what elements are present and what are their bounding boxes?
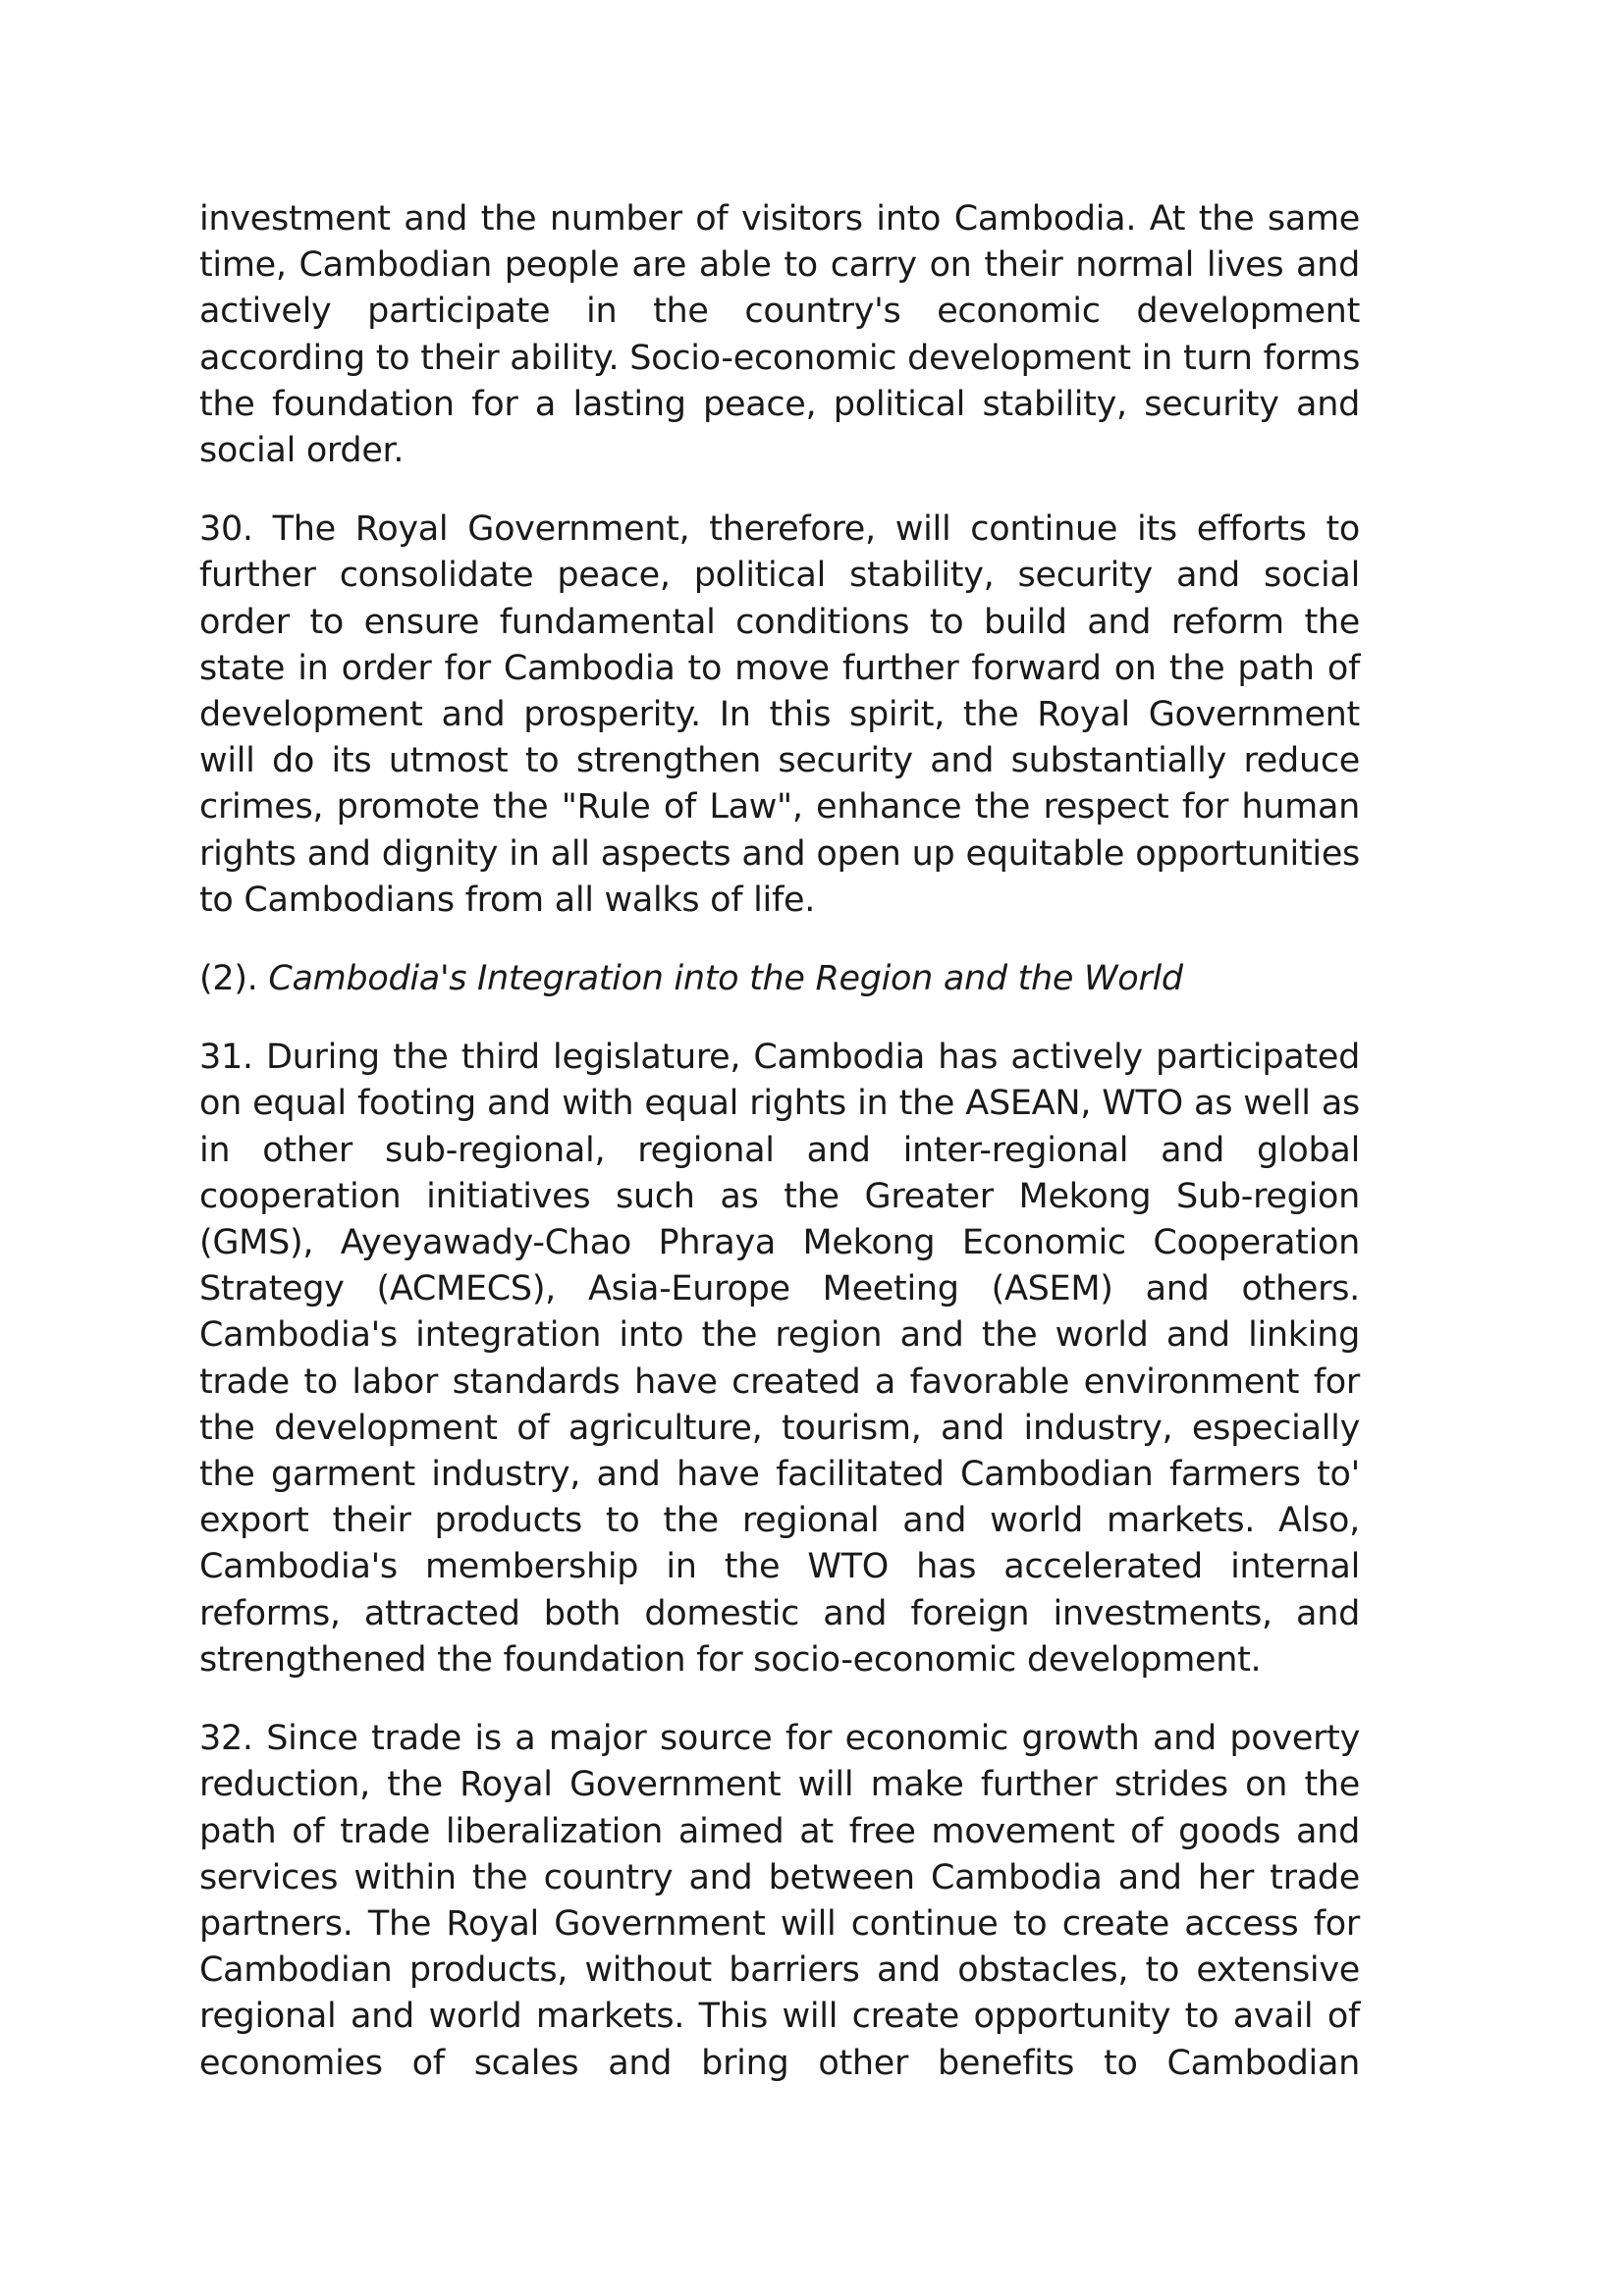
page-content: [199, 196, 1360, 2119]
section-heading: [199, 956, 1360, 1002]
section-title: Cambodia's Integration into the Region and the World: [268, 959, 1183, 999]
section-number: (2).: [199, 959, 269, 999]
paragraph-32: 32. Since trade is a major source for economic growth and poverty reduction, the Royal Government will make further strides on the path of trade liberalization aimed at free movement of goods and services within the country and between Cambodia and her trade partners. The Royal Government will continue to create access for Cambodian products, without barriers and obstacles, to extensive regional and world markets. This will create opportunity to avail of economies of scales and bring other benefits to Cambodian: [199, 1719, 1360, 2083]
paragraph-30: 30. The Royal Government, therefore, will continue its efforts to further consolidate peace, political stability, security and social order to ensure fundamental conditions to build and reform the state in order for Cambodia to move further forward on the path of development and prosperity. In this spirit, the Royal Government will do its utmost to strengthen security and substantially reduce crimes, promote the "Rule of Law", enhance the respect for human rights and dignity in all aspects and open up equitable opportunities to Cambodians from all walks of life.: [199, 509, 1360, 920]
paragraph-continued: investment and the number of visitors into Cambodia. At the same time, Cambodian people are able to carry on their normal lives and actively participate in the country's economic development according to their ability. Socio-economic development in turn forms the foundation for a lasting peace, political stability, security and social order.: [199, 199, 1360, 471]
paragraph-31: 31. During the third legislature, Cambodia has actively participated on equal footing and with equal rights in the ASEAN, WTO as well as in other sub-regional, regional and inter-regional and global cooperation initiatives such as the Greater Mekong Sub-region (GMS), Ayeyawady-Chao Phraya Mekong Economic Cooperation Strategy (ACMECS), Asia-Europe Meeting (ASEM) and others. Cambodia's integration into the region and the world and linking trade to labor standards have created a favorable environment for the development of agriculture, tourism, and industry, especially the garment industry, and have facilitated Cambodian farmers to' export their products to the regional and world markets. Also, Cambodia's membership in the WTO has accelerated internal reforms, attracted both domestic and foreign investments, and strengthened the foundation for socio-economic development.: [199, 1038, 1360, 1680]
